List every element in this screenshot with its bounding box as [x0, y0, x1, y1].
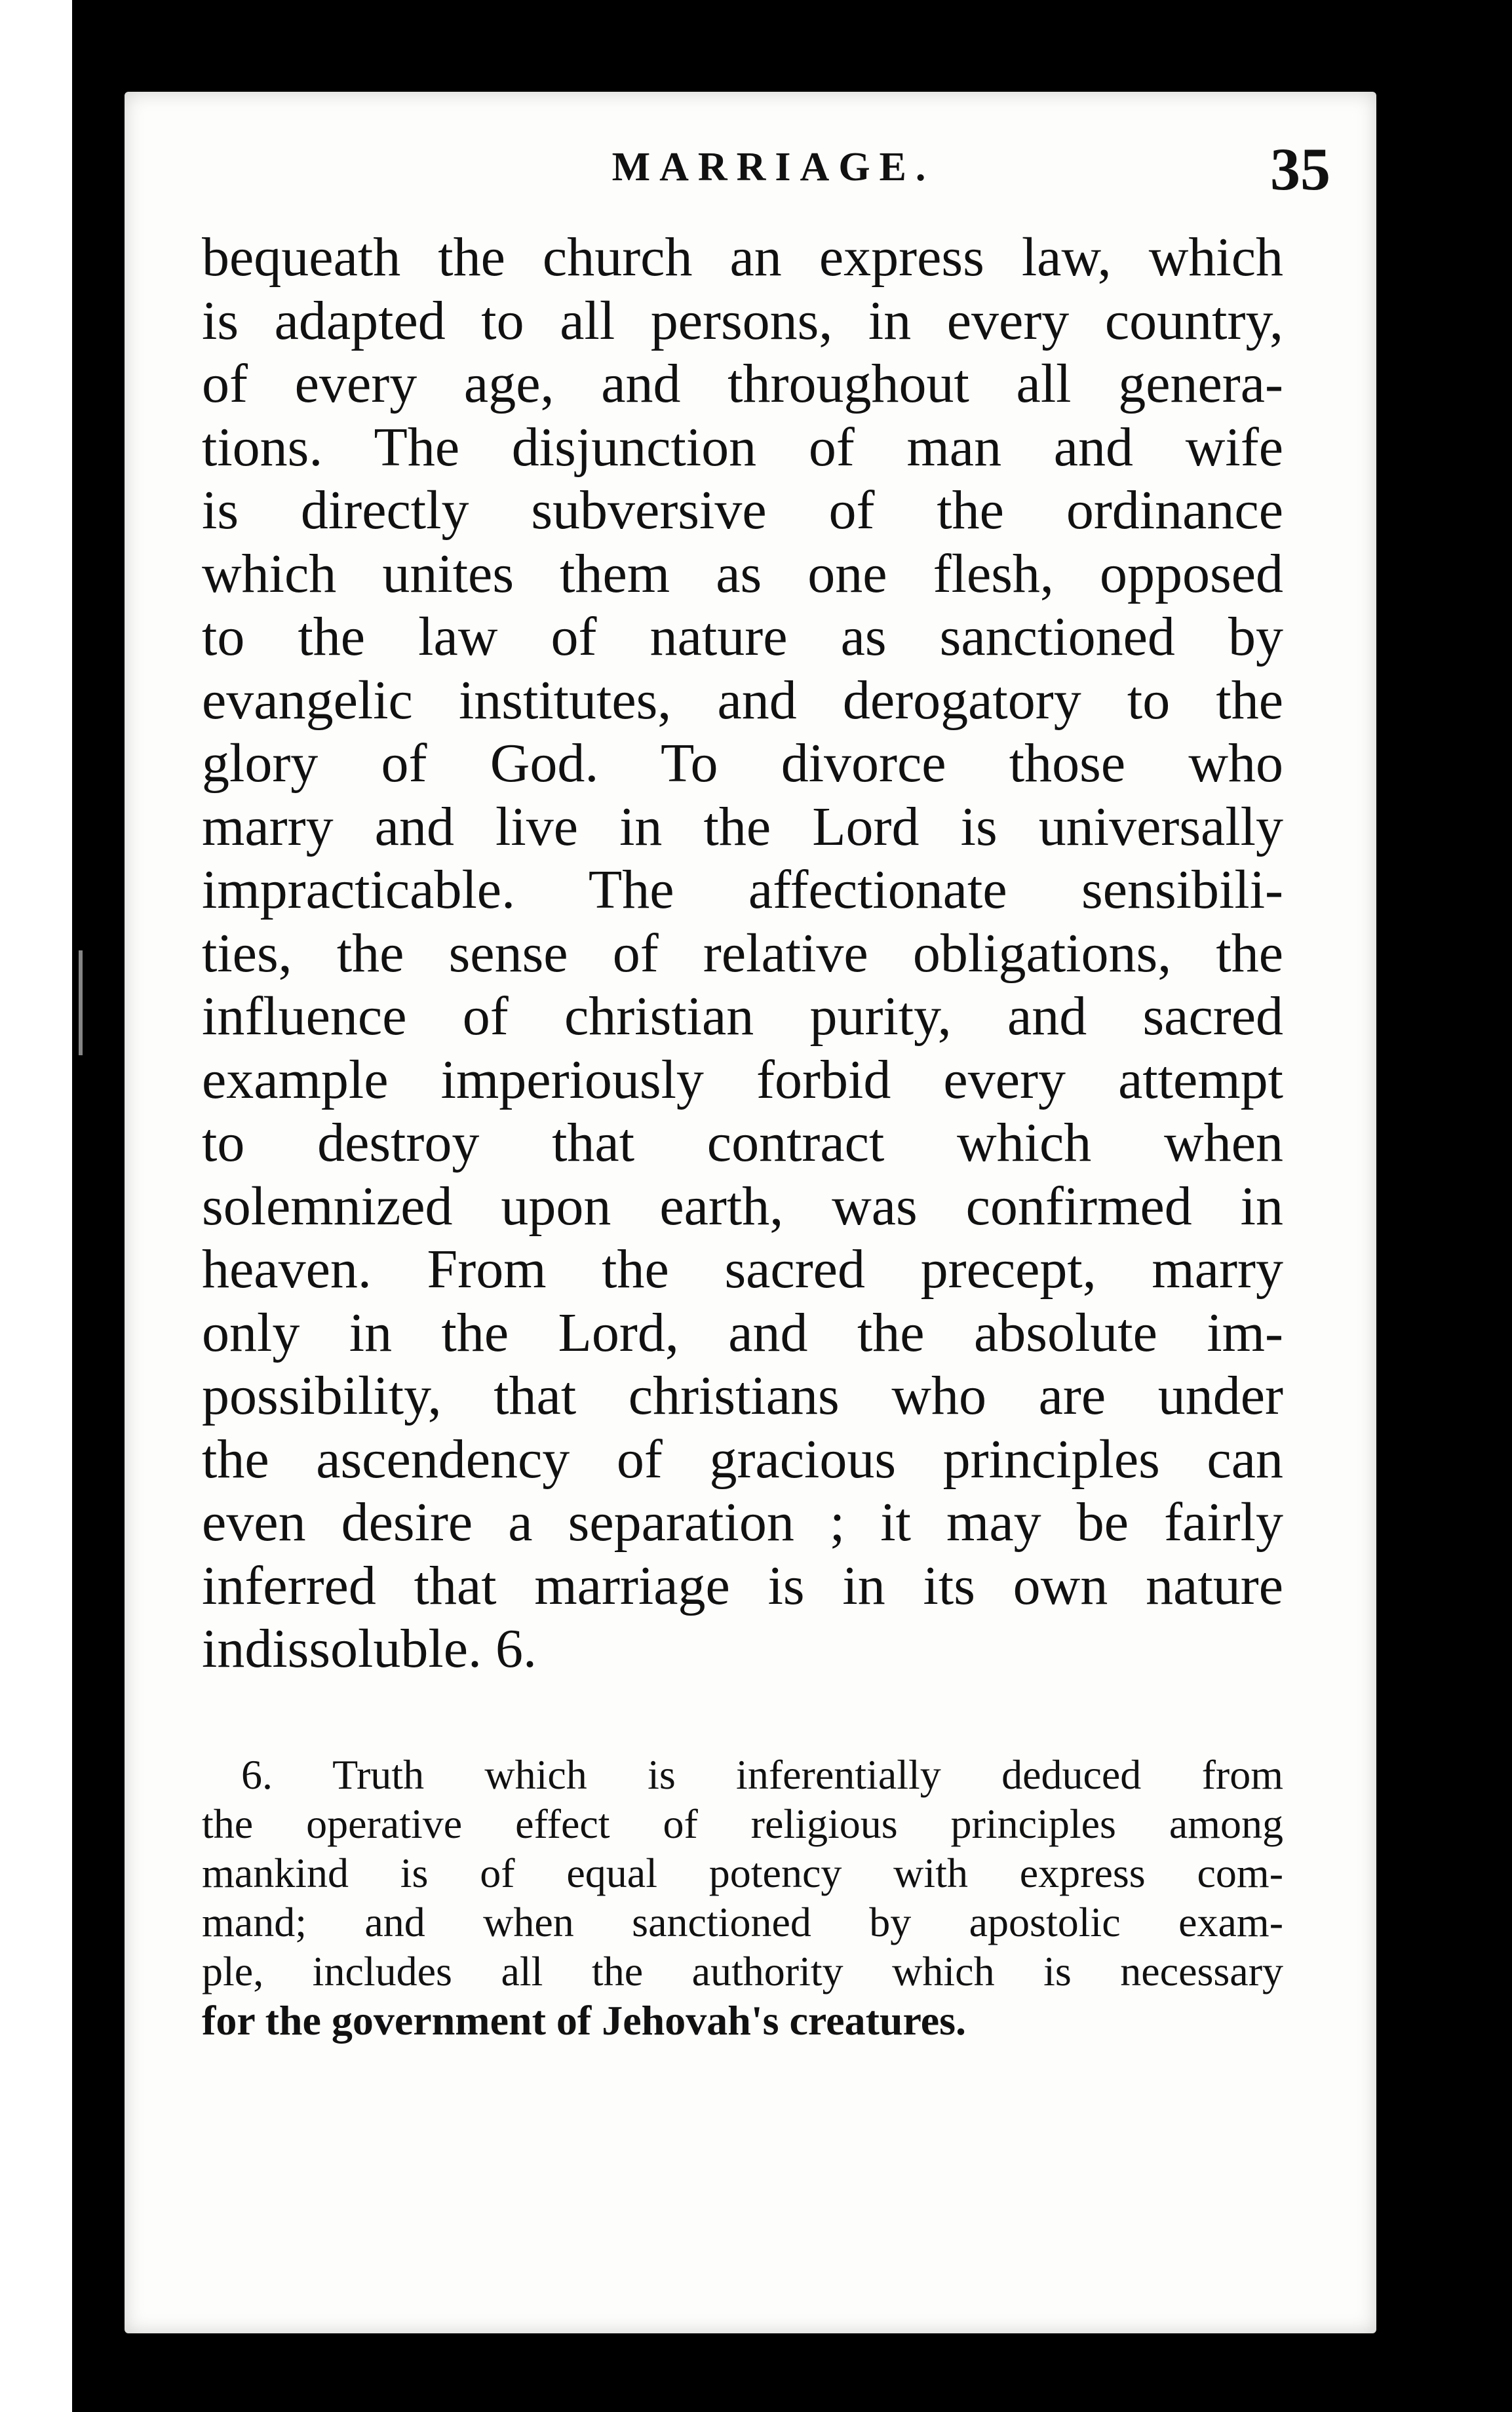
body-line: to destroy that contract which when	[202, 1112, 1283, 1173]
page-number: 35	[1270, 136, 1330, 203]
body-line: marry and live in the Lord is universally	[202, 796, 1283, 857]
body-line: indissoluble. 6.	[202, 1618, 537, 1679]
footnote-line: ple, includes all the authority which is necessary	[202, 1948, 1283, 1994]
body-line: the ascendency of gracious principles can	[202, 1428, 1283, 1490]
body-line: only in the Lord, and the absolute im-	[202, 1302, 1283, 1363]
body-text	[202, 226, 1283, 1681]
body-line: influence of christian purity, and sacred	[202, 986, 1283, 1047]
body-line: tions. The disjunction of man and wife	[202, 416, 1283, 478]
body-line: example imperiously forbid every attempt	[202, 1049, 1283, 1110]
body-line: solemnized upon earth, was confirmed in	[202, 1175, 1283, 1237]
left-page-edge	[0, 0, 72, 2412]
body-line: even desire a separation ; it may be fairly	[202, 1492, 1283, 1553]
body-line: bequeath the church an express law, which	[202, 227, 1283, 288]
body-line: is directly subversive of the ordinance	[202, 480, 1283, 541]
body-line: to the law of nature as sanctioned by	[202, 606, 1283, 667]
book-page	[125, 92, 1376, 2333]
body-line: impracticable. The affectionate sensibili-	[202, 859, 1283, 920]
body-line: heaven. From the sacred precept, marry	[202, 1239, 1283, 1300]
body-line: which unites them as one flesh, opposed	[202, 543, 1283, 604]
footnote-line: mand; and when sanctioned by apostolic exam-	[202, 1899, 1283, 1945]
body-line: of every age, and throughout all genera-	[202, 353, 1283, 414]
body-line: inferred that marriage is in its own nature	[202, 1555, 1283, 1616]
body-line: evangelic institutes, and derogatory to the	[202, 669, 1283, 731]
footnote-line: 6. Truth which is inferentially deduced from	[241, 1751, 1283, 1798]
page-header	[216, 131, 1330, 210]
body-line: is adapted to all persons, in every country,	[202, 290, 1283, 351]
binding-mark	[79, 950, 109, 1055]
footnote-line: the operative effect of religious principles among	[202, 1800, 1283, 1847]
footnote	[202, 1750, 1283, 2045]
footnote-line: mankind is of equal potency with express com-	[202, 1850, 1283, 1896]
running-title: MARRIAGE.	[611, 145, 935, 189]
body-line: ties, the sense of relative obligations, the	[202, 922, 1283, 984]
body-line: glory of God. To divorce those who	[202, 733, 1283, 794]
footnote-line: for the government of Jehovah's creatures.	[202, 1997, 967, 2044]
body-line: possibility, that christians who are under	[202, 1365, 1283, 1426]
